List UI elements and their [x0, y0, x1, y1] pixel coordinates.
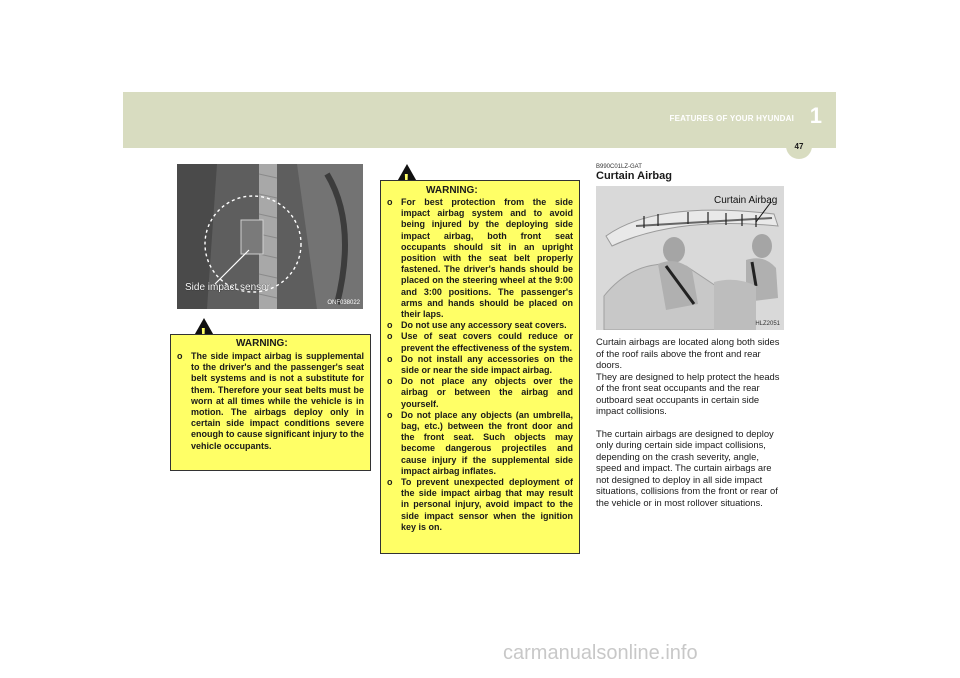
warning-item: o Do not use any accessory seat covers. [387, 320, 573, 331]
curtain-airbag-illustration [596, 186, 784, 330]
airbag-photo-code: HLZ2051 [755, 321, 780, 327]
warning-list [387, 197, 573, 533]
paragraph: Curtain airbags are located along both sides of the roof rails above the front and rear doors. [596, 336, 780, 370]
chapter-title: FEATURES OF YOUR HYUNDAI [669, 114, 794, 123]
warning-item: o To prevent unexpected deployment of the side impact airbag that may result in personal injury, avoid impact to the side impact sensor when the ignition key is on. [387, 477, 573, 533]
car-interior-illustration [596, 186, 784, 330]
curtain-airbag-description [596, 336, 784, 508]
side-airbag-warning-box [170, 334, 371, 471]
warning-item: o For best protection from the side impact airbag system and to avoid being injured by the deploying side impact airbag, both front seat occupants should sit in an upright position with the seat belt properly fastened. The driver's hands should be placed on the steering wheel at the 9:00 and 3:00 positions. The passenger's arms and hands should be placed on their laps. [387, 197, 573, 320]
warning-item: o Do not install any accessories on the side or near the side impact airbag. [387, 354, 573, 376]
curtain-airbag-label: Curtain Airbag [714, 195, 778, 206]
section-title: Curtain Airbag [596, 170, 672, 182]
warning-title: WARNING: [236, 338, 288, 349]
paragraph: The curtain airbags are designed to deploy only during certain side impact collisions, depending on the crash severity, angle, speed and impact. The curtain airbags are not designed to deploy in all side impact situations, collisions from the front or rear of the vehicle or in most rollover situations. [596, 427, 778, 508]
header-band [123, 92, 836, 148]
warning-title: WARNING: [426, 185, 478, 196]
warning-item: o Do not place any objects (an umbrella, bag, etc.) between the front door and the front seat. Such objects may become dangerous projectiles and cause injury if the supplemental side impact airbag inflates. [387, 410, 573, 477]
warning-item: o The side impact airbag is supplemental to the driver's and the passenger's seat belt systems and is not a substitute for them. Therefore your seat belts must be worn at all times while the vehicle is in motion. The airbags deploy only in certain side impact conditions severe enough to cause significant injury to the vehicle occupants. [177, 351, 364, 452]
warning-item: o Use of seat covers could reduce or prevent the effectiveness of the system. [387, 331, 573, 353]
chapter-number: 1 [809, 103, 822, 128]
section-code: B990C01LZ-GAT [596, 164, 642, 170]
side-airbag-precautions-box [380, 180, 580, 554]
page-number: 47 [786, 133, 812, 159]
warning-list [177, 351, 364, 452]
paragraph: They are designed to help protect the heads of the front seat occupants and the rear outboard seat occupants in certain side impact collisions. [596, 370, 780, 416]
warning-item: o Do not place any objects over the airbag or between the airbag and yourself. [387, 376, 573, 410]
sensor-caption: Side impact sensor [185, 282, 271, 293]
side-impact-sensor-photo [177, 164, 363, 309]
site-watermark: carmanualsonline.info [503, 642, 698, 664]
sensor-photo-code: ONF038022 [327, 300, 360, 306]
